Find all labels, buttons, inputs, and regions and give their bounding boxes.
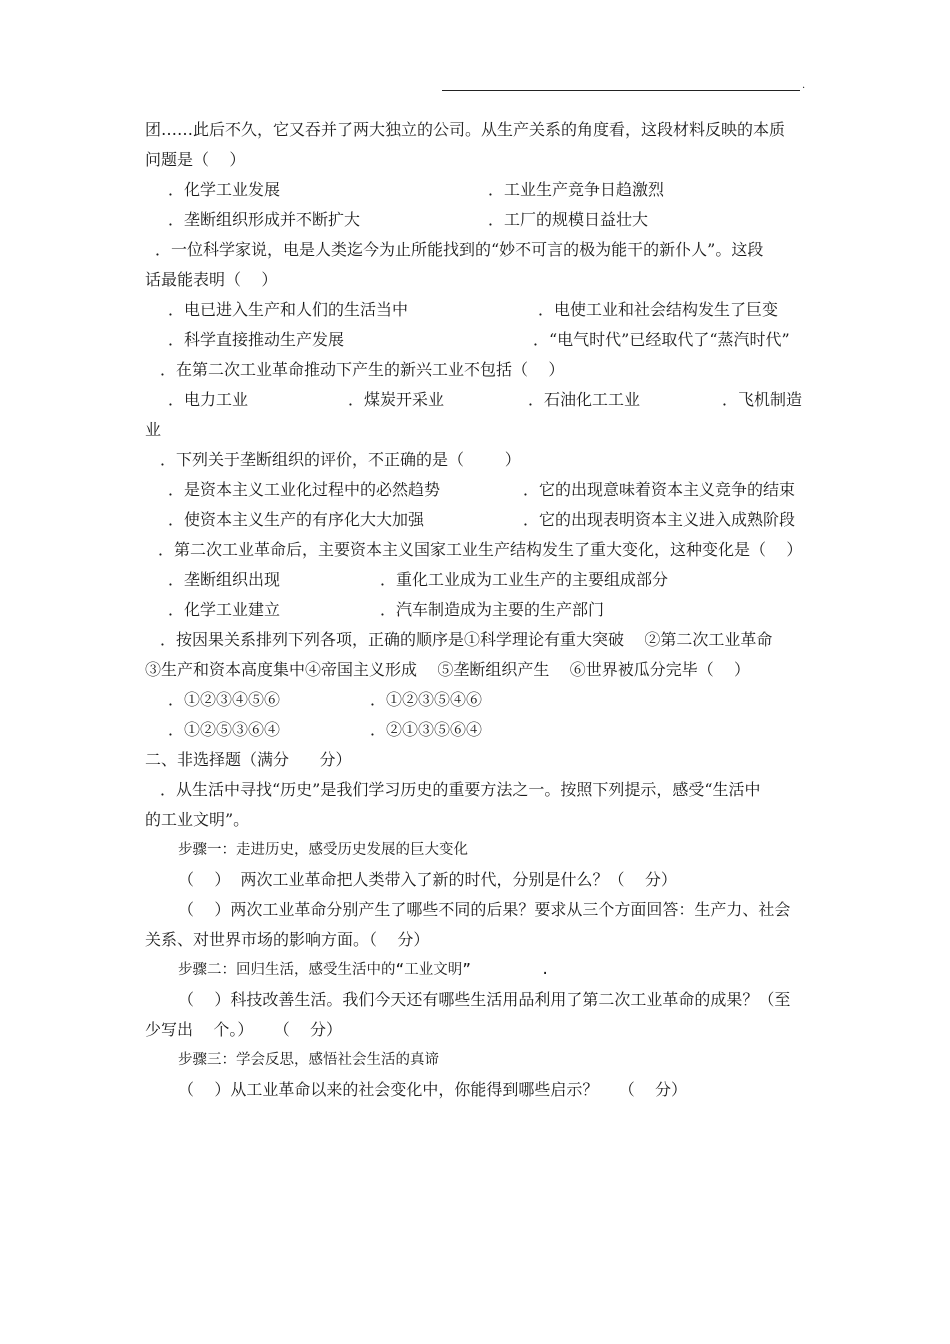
step-3-question-1: （ ）从工业革命以来的社会变化中，你能得到哪些启示？ （ 分） bbox=[178, 1080, 688, 1099]
q2-line-1: ．一位科学家说，电是人类迄今为止所能找到的“妙不可言的极为能干的新仆人”。这段 bbox=[155, 240, 764, 259]
q4-option-c: ．使资本主义生产的有序化大大加强 bbox=[168, 510, 425, 529]
q3-option-b: ．煤炭开采业 bbox=[348, 390, 445, 409]
header-mark: . bbox=[802, 80, 806, 91]
step-3-heading: 步骤三：学会反思，感悟社会生活的真谛 bbox=[178, 1052, 439, 1068]
q4-option-d: ．它的出现表明资本主义进入成熟阶段 bbox=[523, 510, 796, 529]
step-1-question-2-line-1: （ ）两次工业革命分别产生了哪些不同的后果？要求从三个方面回答：生产力、社会 bbox=[178, 900, 791, 919]
q3-stem: ．在第二次工业革命推动下产生的新兴工业不包括（ ） bbox=[160, 360, 565, 379]
step-2-question-1-line-1: （ ）科技改善生活。我们今天还有哪些生活用品利用了第二次工业革命的成果？（至 bbox=[178, 990, 791, 1009]
q5-option-a: ．垄断组织出现 bbox=[168, 570, 281, 589]
section-2-intro-line-1: ．从生活中寻找“历史”是我们学习历史的重要方法之一。按照下列提示，感受“生活中 bbox=[160, 780, 761, 799]
q6-option-a: ．①②③④⑤⑥ bbox=[168, 690, 281, 709]
step-1-heading: 步骤一：走进历史，感受历史发展的巨大变化 bbox=[178, 842, 468, 858]
q3-option-c: ．石油化工工业 bbox=[528, 390, 641, 409]
q6-option-c: ．①②⑤③⑥④ bbox=[168, 720, 281, 739]
q-intro-option-c: ．垄断组织形成并不断扩大 bbox=[168, 210, 361, 229]
q6-option-d: ．②①③⑤⑥④ bbox=[370, 720, 483, 739]
q2-option-d: ．“电气时代”已经取代了“蒸汽时代” bbox=[533, 330, 790, 349]
step-2-heading: 步骤二：回归生活，感受生活中的“工业文明” . bbox=[178, 962, 550, 978]
q2-option-c: ．科学直接推动生产发展 bbox=[168, 330, 345, 349]
section-2-title: 二、非选择题（满分 分） bbox=[145, 750, 352, 769]
q4-option-b: ．它的出现意味着资本主义竞争的结束 bbox=[523, 480, 796, 499]
q5-stem: ．第二次工业革命后，主要资本主义国家工业生产结构发生了重大变化，这种变化是（ ） bbox=[158, 540, 803, 559]
q3-option-a: ．电力工业 bbox=[168, 390, 249, 409]
q5-option-d: ．汽车制造成为主要的生产部门 bbox=[380, 600, 605, 619]
q2-option-b: ．电使工业和社会结构发生了巨变 bbox=[538, 300, 779, 319]
q3-option-d: ．飞机制造 bbox=[722, 390, 803, 409]
q-intro-option-d: ．工厂的规模日益壮大 bbox=[488, 210, 649, 229]
section-2-intro-line-2: 的工业文明”。 bbox=[145, 810, 250, 829]
step-2-question-1-line-2: 少写出 个。） （ 分） bbox=[145, 1020, 343, 1039]
step-1-question-1: （ ） 两次工业革命把人类带入了新的时代，分别是什么？（ 分） bbox=[178, 870, 677, 889]
q5-option-c: ．化学工业建立 bbox=[168, 600, 281, 619]
q2-line-2: 话最能表明（ ） bbox=[145, 270, 278, 289]
q6-line-1: ．按因果关系排列下列各项，正确的顺序是①科学理论有重大突破 ②第二次工业革命 bbox=[160, 630, 773, 649]
q-intro-line-2: 问题是（ ） bbox=[145, 150, 246, 169]
step-1-question-2-line-2: 关系、对世界市场的影响方面。（ 分） bbox=[145, 930, 430, 949]
q5-option-b: ．重化工业成为工业生产的主要组成部分 bbox=[380, 570, 669, 589]
header-rule bbox=[442, 90, 800, 91]
q6-option-b: ．①②③⑤④⑥ bbox=[370, 690, 483, 709]
q4-option-a: ．是资本主义工业化过程中的必然趋势 bbox=[168, 480, 441, 499]
q3-option-d-wrap: 业 bbox=[145, 420, 162, 439]
q6-line-2: ③生产和资本高度集中④帝国主义形成 ⑤垄断组织产生 ⑥世界被瓜分完毕（ ） bbox=[145, 660, 751, 679]
q4-stem: ．下列关于垄断组织的评价，不正确的是（ ） bbox=[160, 450, 521, 469]
q-intro-option-b: ．工业生产竞争日趋激烈 bbox=[488, 180, 665, 199]
q-intro-line-1: 团……此后不久，它又吞并了两大独立的公司。从生产关系的角度看，这段材料反映的本质 bbox=[145, 120, 786, 139]
q-intro-option-a: ．化学工业发展 bbox=[168, 180, 281, 199]
q2-option-a: ．电已进入生产和人们的生活当中 bbox=[168, 300, 409, 319]
